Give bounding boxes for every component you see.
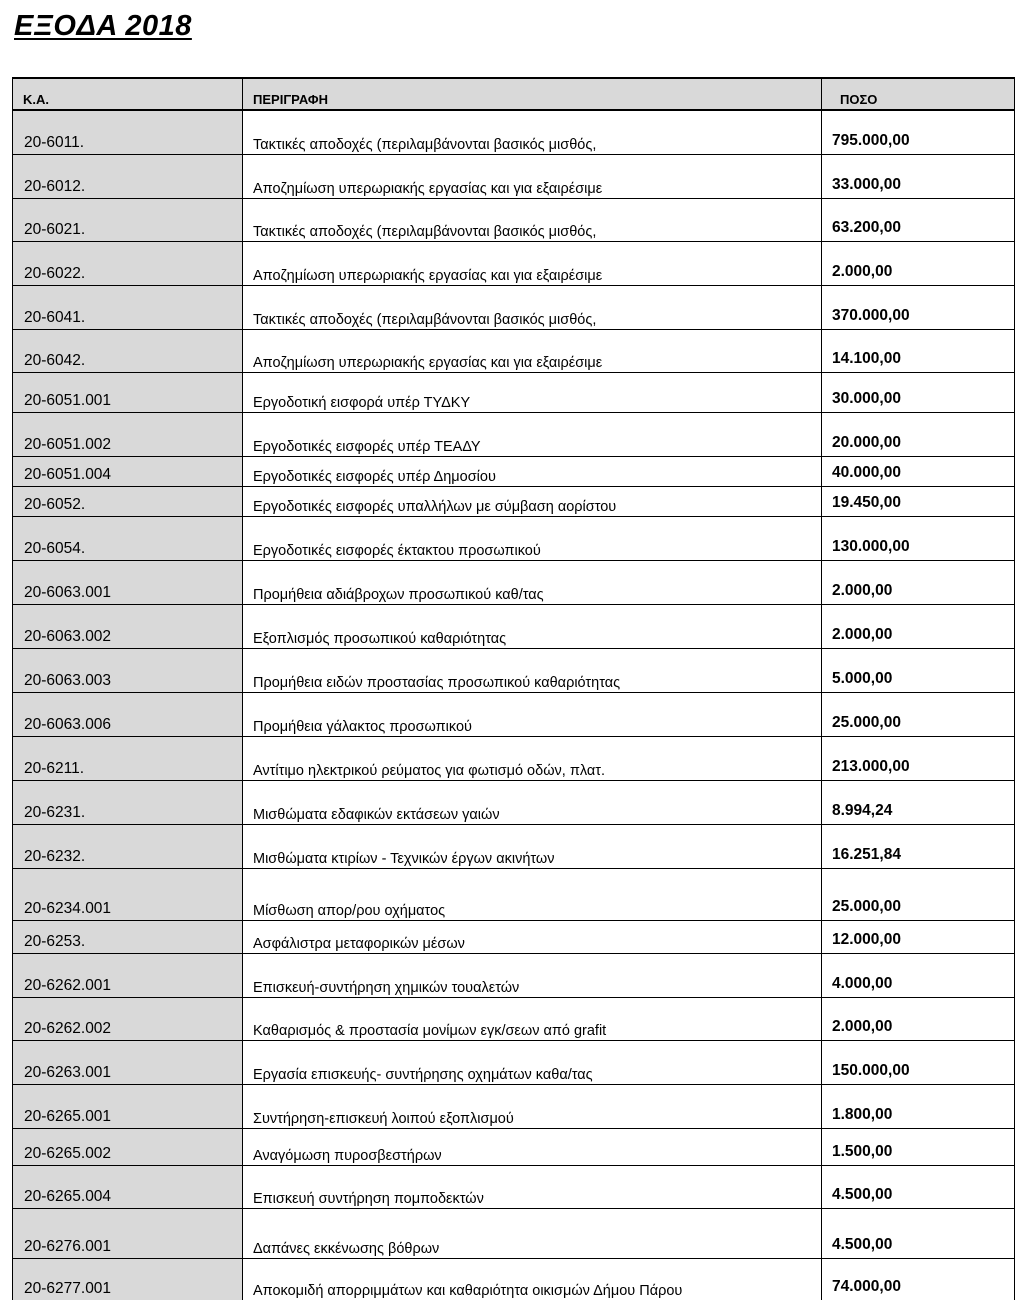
table-row [13,372,1015,412]
table-row [13,648,1015,692]
account-code-cell: 20-6012. [13,154,243,198]
table-row [13,1165,1015,1208]
amount-cell: 25.000,00 [822,692,1015,736]
table-row [13,516,1015,560]
amount-cell: 20.000,00 [822,412,1015,456]
description-cell: Τακτικές αποδοχές (περιλαμβάνονται βασικός μισθός, [243,110,822,154]
amount-cell: 33.000,00 [822,154,1015,198]
expenses-table [12,77,1015,1300]
table-body [13,110,1015,1300]
table-row [13,456,1015,486]
account-code-cell: 20-6277.001 [13,1258,243,1300]
account-code-cell: 20-6054. [13,516,243,560]
account-code-cell: 20-6231. [13,780,243,824]
description-cell: Εργοδοτικές εισφορές υπέρ Δημοσίου [243,456,822,486]
description-cell: Μισθώματα κτιρίων - Τεχνικών έργων ακινήτων [243,824,822,868]
description-cell: Τακτικές αποδοχές (περιλαμβάνονται βασικός μισθός, [243,285,822,329]
description-cell: Αποκομιδή απορριμμάτων και καθαριότητα οικισμών Δήμου Πάρου [243,1258,822,1300]
amount-cell: 16.251,84 [822,824,1015,868]
description-cell: Εργοδοτικές εισφορές υπαλλήλων με σύμβαση αορίστου [243,486,822,516]
amount-cell: 213.000,00 [822,736,1015,780]
table-row [13,154,1015,198]
amount-cell: 5.000,00 [822,648,1015,692]
account-code-cell: 20-6262.002 [13,997,243,1040]
table-row [13,1128,1015,1165]
amount-cell: 150.000,00 [822,1040,1015,1084]
description-cell: Δαπάνες εκκένωσης βόθρων [243,1208,822,1258]
description-cell: Προμήθεια γάλακτος προσωπικού [243,692,822,736]
description-cell: Προμήθεια αδιάβροχων προσωπικού καθ/τας [243,560,822,604]
amount-cell: 2.000,00 [822,560,1015,604]
account-code-cell: 20-6063.003 [13,648,243,692]
table-row [13,780,1015,824]
account-code-cell: 20-6063.001 [13,560,243,604]
amount-cell: 370.000,00 [822,285,1015,329]
table-row [13,997,1015,1040]
description-cell: Ασφάλιστρα μεταφορικών μέσων [243,920,822,953]
description-cell: Επισκευή-συντήρηση χημικών τουαλετών [243,953,822,997]
table-row [13,560,1015,604]
table-row [13,241,1015,285]
column-header-code: Κ.Α. [13,78,243,110]
table-row [13,1040,1015,1084]
table-row [13,412,1015,456]
table-row [13,110,1015,154]
description-cell: Επισκευή συντήρηση πομποδεκτών [243,1165,822,1208]
table-row [13,604,1015,648]
amount-cell: 4.000,00 [822,953,1015,997]
table-row [13,953,1015,997]
account-code-cell: 20-6021. [13,198,243,241]
account-code-cell: 20-6042. [13,329,243,372]
account-code-cell: 20-6022. [13,241,243,285]
account-code-cell: 20-6234.001 [13,868,243,920]
table-row [13,920,1015,953]
amount-cell: 2.000,00 [822,604,1015,648]
account-code-cell: 20-6063.006 [13,692,243,736]
amount-cell: 2.000,00 [822,241,1015,285]
table-row [13,486,1015,516]
amount-cell: 1.500,00 [822,1128,1015,1165]
table-row [13,198,1015,241]
description-cell: Αποζημίωση υπερωριακής εργασίας και για εξαιρέσιμε [243,241,822,285]
table-row [13,329,1015,372]
table-row [13,824,1015,868]
table-row [13,1258,1015,1300]
description-cell: Εργοδοτικές εισφορές υπέρ ΤΕΑΔΥ [243,412,822,456]
amount-cell: 795.000,00 [822,110,1015,154]
account-code-cell: 20-6253. [13,920,243,953]
account-code-cell: 20-6265.002 [13,1128,243,1165]
table-row [13,1208,1015,1258]
description-cell: Αναγόμωση πυροσβεστήρων [243,1128,822,1165]
amount-cell: 25.000,00 [822,868,1015,920]
account-code-cell: 20-6262.001 [13,953,243,997]
table-header-row [13,78,1015,110]
account-code-cell: 20-6051.002 [13,412,243,456]
column-header-amount: ΠΟΣΟ [822,78,1015,110]
description-cell: Συντήρηση-επισκευή λοιπού εξοπλισμού [243,1084,822,1128]
account-code-cell: 20-6051.004 [13,456,243,486]
account-code-cell: 20-6052. [13,486,243,516]
table-row [13,692,1015,736]
table-row [13,868,1015,920]
amount-cell: 12.000,00 [822,920,1015,953]
account-code-cell: 20-6265.001 [13,1084,243,1128]
account-code-cell: 20-6276.001 [13,1208,243,1258]
description-cell: Μισθώματα εδαφικών εκτάσεων γαιών [243,780,822,824]
amount-cell: 14.100,00 [822,329,1015,372]
account-code-cell: 20-6265.004 [13,1165,243,1208]
account-code-cell: 20-6051.001 [13,372,243,412]
description-cell: Εξοπλισμός προσωπικού καθαριότητας [243,604,822,648]
amount-cell: 4.500,00 [822,1208,1015,1258]
amount-cell: 4.500,00 [822,1165,1015,1208]
page-title: ΕΞΟΔΑ 2018 [14,10,192,42]
table-row [13,736,1015,780]
description-cell: Αποζημίωση υπερωριακής εργασίας και για εξαιρέσιμε [243,154,822,198]
description-cell: Μίσθωση απορ/ρου οχήματος [243,868,822,920]
amount-cell: 74.000,00 [822,1258,1015,1300]
description-cell: Τακτικές αποδοχές (περιλαμβάνονται βασικός μισθός, [243,198,822,241]
amount-cell: 130.000,00 [822,516,1015,560]
amount-cell: 1.800,00 [822,1084,1015,1128]
amount-cell: 8.994,24 [822,780,1015,824]
description-cell: Εργοδοτική εισφορά υπέρ ΤΥΔΚΥ [243,372,822,412]
description-cell: Εργασία επισκευής- συντήρησης οχημάτων καθα/τας [243,1040,822,1084]
account-code-cell: 20-6232. [13,824,243,868]
account-code-cell: 20-6011. [13,110,243,154]
table-row [13,1084,1015,1128]
amount-cell: 30.000,00 [822,372,1015,412]
account-code-cell: 20-6263.001 [13,1040,243,1084]
account-code-cell: 20-6063.002 [13,604,243,648]
amount-cell: 19.450,00 [822,486,1015,516]
description-cell: Προμήθεια ειδών προστασίας προσωπικού καθαριότητας [243,648,822,692]
description-cell: Καθαρισμός & προστασία μονίμων εγκ/σεων από grafit [243,997,822,1040]
description-cell: Αποζημίωση υπερωριακής εργασίας και για εξαιρέσιμε [243,329,822,372]
amount-cell: 63.200,00 [822,198,1015,241]
column-header-description: ΠΕΡΙΓΡΑΦΗ [243,78,822,110]
description-cell: Αντίτιμο ηλεκτρικού ρεύματος για φωτισμό οδών, πλατ. [243,736,822,780]
amount-cell: 2.000,00 [822,997,1015,1040]
table-row [13,285,1015,329]
description-cell: Εργοδοτικές εισφορές έκτακτου προσωπικού [243,516,822,560]
account-code-cell: 20-6211. [13,736,243,780]
amount-cell: 40.000,00 [822,456,1015,486]
account-code-cell: 20-6041. [13,285,243,329]
